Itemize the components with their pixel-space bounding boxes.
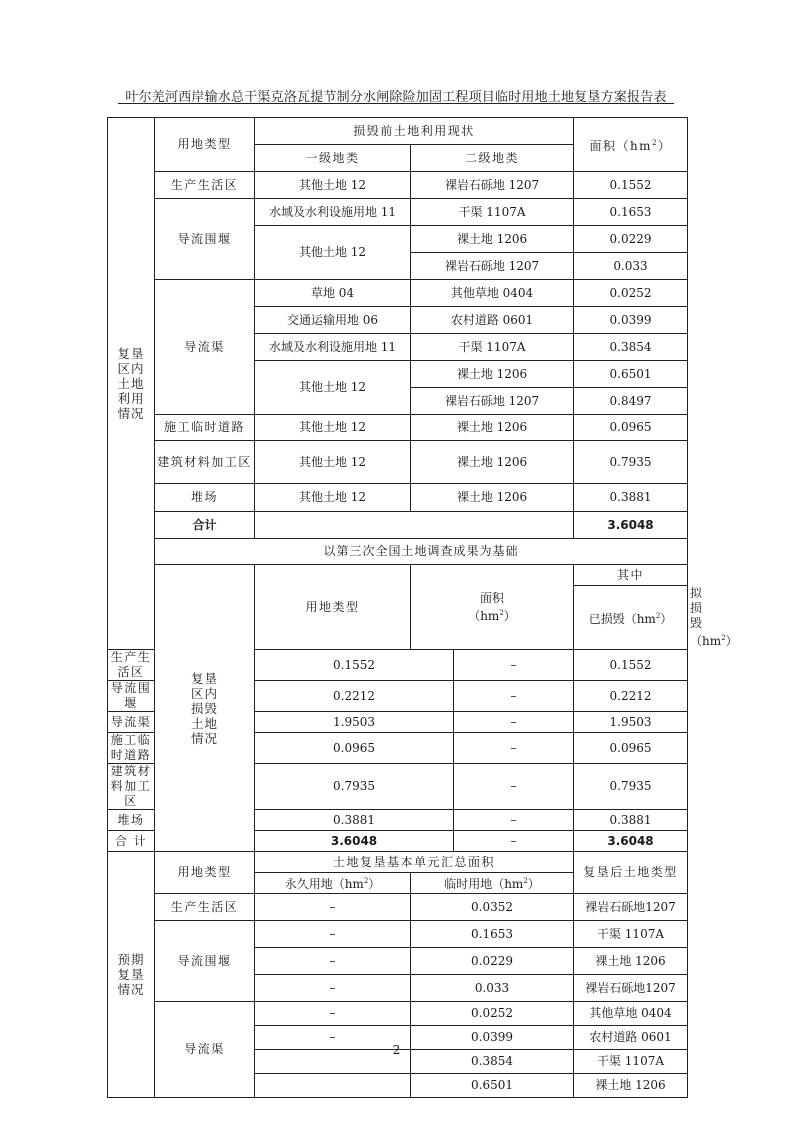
s3-header-summary: 土地复垦基本单元汇总面积 [255, 852, 574, 873]
page-header: 叶尔羌河西岸输水总干渠克洛瓦提节制分水闸除险加固工程项目临时用地土地复垦方案报告表 [125, 90, 667, 105]
s1-total-label: 合计 [155, 512, 255, 539]
s2-row-type: 施工临时道路 [108, 733, 155, 764]
s1-header-status: 损毁前土地利用现状 [255, 118, 574, 145]
s1-note: 以第三次全国土地调查成果为基础 [155, 539, 688, 565]
header-rule [118, 103, 674, 104]
s3-row-permanent: – [255, 948, 411, 975]
s2-row-to-damage: 0.1552 [574, 650, 688, 681]
s2-row-to-damage: 0.0965 [574, 733, 688, 764]
s1-row-area: 0.0399 [574, 307, 688, 334]
s3-row-type: 导流围堰 [155, 921, 255, 1002]
s2-row-type: 建筑材料加工区 [108, 764, 155, 810]
s2-row-area: 0.3881 [255, 810, 454, 831]
s2-row-area: 1.9503 [255, 712, 454, 733]
s1-total-value: 3.6048 [574, 512, 688, 539]
section1-label [108, 118, 155, 650]
page-number: 2 [392, 1043, 401, 1057]
s1-row-level1: 其他土地 12 [255, 226, 411, 280]
s3-row-type: 导流渠 [155, 1002, 255, 1098]
s2-row-to-damage: 0.3881 [574, 810, 688, 831]
s2-total-type: 合 计 [108, 831, 155, 852]
s1-row-level1: 水域及水利设施用地 11 [255, 199, 411, 226]
s1-row-type: 堆场 [155, 484, 255, 512]
s2-row-type: 导流围堰 [108, 681, 155, 712]
s3-row-temporary: 0.0229 [411, 948, 574, 975]
s1-header-level1: 一级地类 [255, 145, 411, 172]
s3-row-temporary: 0.0252 [411, 1002, 574, 1026]
s3-header-permanent: 永久用地$(hm^2)$ [255, 873, 411, 894]
s1-row-level2: 干渠 1107A [411, 334, 574, 361]
s1-row-level2: 裸土地 1206 [411, 484, 574, 512]
s1-row-area: 0.033 [574, 253, 688, 280]
s2-row-damaged: – [454, 810, 574, 831]
s3-row-temporary: 0.1653 [411, 921, 574, 948]
s3-row-permanent: – [255, 1026, 411, 1050]
s2-row-type: 堆场 [108, 810, 155, 831]
s1-row-level2: 裸土地 1206 [411, 361, 574, 388]
s3-row-after: 裸土地 1206 [574, 1074, 688, 1098]
section2-label [155, 565, 255, 852]
s1-row-level1: 其他土地 12 [255, 361, 411, 415]
s2-header-land-type: 用地类型 [255, 565, 411, 650]
s3-row-type: 生产生活区 [155, 894, 255, 921]
s3-row-temporary: 0.0399 [411, 1026, 574, 1050]
s2-row-type: 生产生活区 [108, 650, 155, 681]
s2-row-damaged: – [454, 733, 574, 764]
s1-row-level1: 交通运输用地 06 [255, 307, 411, 334]
s1-row-area: 0.0252 [574, 280, 688, 307]
section1-label-text: 复垦 区内 土地 利用 情况 [117, 346, 145, 421]
s2-total-area: 3.6048 [255, 831, 454, 852]
s2-row-damaged: – [454, 764, 574, 810]
s1-row-level1: 水域及水利设施用地 11 [255, 334, 411, 361]
s1-header-level2: 二级地类 [411, 145, 574, 172]
s3-row-permanent: – [255, 975, 411, 1002]
s2-row-to-damage: 1.9503 [574, 712, 688, 733]
land-reclamation-table: 复垦 区内 土地 利用 情况 用地类型 损毁前土地利用现状 面积$(hm^2)$ 一级地类 二级地类 生产生活区 其他土地 12 裸岩石砾地 1207 0.1552 导流围堰 水域及水利设施用地 11 干渠 1107A 0.1653 其他土地 12 裸土地 1206 0.0229 裸岩石砾地 1207 0.033 导流渠 草地 04 其他草地 0404 0.0252 交通运输用地 06 农村道路 0601 0.0399 水域及水利设施用地 11 干渠 1107A 0.3854 其他土地 12 裸土地 1206 0.6501 裸岩石砾地 1207 0.8497 施工临时道路 其他土地 12 裸土地 1206 0.0965 建筑材料加工区 其他土地 12 裸土地 1206 0.7935 堆场 其他土地 12 裸土地 1206 0.3881 合计 3.6048 以第三次全国土地调查成果为基础 复垦 区内 损毁 土地 情况 用地类型 面积 $(hm^2)$ 其中 已损毁$(hm^2)$ 拟损毁$(hm^2)$ 生产生活区 0.1552 – 0.1552 导流围堰 0.2212 – 0.2212 导流渠 1.9503 – 1.9503 施工临时道路 0.0965 – 0.0965 建筑材料加工区 0.7935 – 0.7935 堆场 0.3881 – 0.3881 合 计 3.6048 – 3.6048 预期 复垦 情况 用地类型 土地复垦基本单元汇总面积 复垦后土地类型 永久用地$(hm^2)$ 临时用地$(hm^2)$ 生产生活区 – 0.0352 裸岩石砾地1207 导流围堰 – 0.1653 干渠 1107A – 0.0229 裸土地 1206 – 0.033 裸岩石砾地1207 导流渠 – 0.0252 其他草地 0404 – 0.0399 农村道路 0601 0.3854 干渠 1107A 0.6501 裸土地 1206 [107, 117, 688, 1098]
s1-row-area: 0.3854 [574, 334, 688, 361]
s3-row-temporary: 0.033 [411, 975, 574, 1002]
s2-row-type: 导流渠 [108, 712, 155, 733]
s1-row-type: 导流渠 [155, 280, 255, 415]
s2-total-damaged: – [454, 831, 574, 852]
s3-row-temporary: 0.3854 [411, 1050, 574, 1074]
s1-row-type: 导流围堰 [155, 199, 255, 280]
s3-row-after: 干渠 1107A [574, 1050, 688, 1074]
s2-header-damaged: 已损毁$(hm^2)$ [574, 586, 688, 650]
s2-row-damaged: – [454, 650, 574, 681]
s3-row-after: 裸岩石砾地1207 [574, 975, 688, 1002]
s1-total-empty [255, 512, 574, 539]
s2-header-of-which: 其中 [574, 565, 688, 586]
s1-row-level2: 农村道路 0601 [411, 307, 574, 334]
s1-row-level1: 其他土地 12 [255, 441, 411, 484]
s2-row-to-damage: 0.7935 [574, 764, 688, 810]
s2-header-area: 面积 $(hm^2)$ [411, 565, 574, 650]
s1-row-area: 0.3881 [574, 484, 688, 512]
s1-row-level1: 其他土地 12 [255, 484, 411, 512]
s1-row-level2: 裸土地 1206 [411, 415, 574, 441]
s1-row-level2: 裸土地 1206 [411, 226, 574, 253]
s2-total-to-damage: 3.6048 [574, 831, 688, 852]
s3-row-after: 其他草地 0404 [574, 1002, 688, 1026]
s3-row-temporary: 0.6501 [411, 1074, 574, 1098]
s1-row-level2: 裸岩石砾地 1207 [411, 388, 574, 415]
s3-row-after: 农村道路 0601 [574, 1026, 688, 1050]
s1-row-type: 生产生活区 [155, 172, 255, 199]
s1-row-level2: 其他草地 0404 [411, 280, 574, 307]
s1-row-level2: 裸土地 1206 [411, 441, 574, 484]
s2-row-area: 0.1552 [255, 650, 454, 681]
s3-row-permanent: – [255, 894, 411, 921]
s1-row-area: 0.0229 [574, 226, 688, 253]
s2-row-damaged: – [454, 681, 574, 712]
s2-row-damaged: – [454, 712, 574, 733]
s3-row-permanent [255, 1074, 411, 1098]
s1-header-land-type: 用地类型 [155, 118, 255, 172]
s1-row-type: 建筑材料加工区 [155, 441, 255, 484]
s3-header-land-type: 用地类型 [155, 852, 255, 894]
s3-row-temporary: 0.0352 [411, 894, 574, 921]
s2-row-area: 0.7935 [255, 764, 454, 810]
s2-row-to-damage: 0.2212 [574, 681, 688, 712]
s1-header-area: 面积$(hm^2)$ [574, 118, 688, 172]
s1-row-level1: 草地 04 [255, 280, 411, 307]
s3-header-temporary: 临时用地$(hm^2)$ [411, 873, 574, 894]
s1-row-area: 0.7935 [574, 441, 688, 484]
s1-row-area: 0.8497 [574, 388, 688, 415]
s3-header-after-type: 复垦后土地类型 [574, 852, 688, 894]
s2-row-area: 0.2212 [255, 681, 454, 712]
s3-row-after: 干渠 1107A [574, 921, 688, 948]
s1-row-level1: 其他土地 12 [255, 172, 411, 199]
s1-row-type: 施工临时道路 [155, 415, 255, 441]
s1-row-area: 0.0965 [574, 415, 688, 441]
s1-row-level2: 裸岩石砾地 1207 [411, 172, 574, 199]
s2-header-area-label: 面积 [479, 590, 504, 605]
s1-row-level2: 干渠 1107A [411, 199, 574, 226]
s1-row-level2: 裸岩石砾地 1207 [411, 253, 574, 280]
s3-row-permanent: – [255, 921, 411, 948]
s1-row-level1: 其他土地 12 [255, 415, 411, 441]
s2-row-area: 0.0965 [255, 733, 454, 764]
s3-row-permanent: – [255, 1002, 411, 1026]
section3-label [108, 852, 155, 1098]
s1-row-area: 0.6501 [574, 361, 688, 388]
s3-row-after: 裸岩石砾地1207 [574, 894, 688, 921]
s3-row-after: 裸土地 1206 [574, 948, 688, 975]
s1-row-area: 0.1552 [574, 172, 688, 199]
section2-label-text: 复垦 区内 损毁 土地 情况 [190, 670, 218, 746]
s1-row-area: 0.1653 [574, 199, 688, 226]
section3-label-text: 预期 复垦 情况 [117, 952, 145, 997]
